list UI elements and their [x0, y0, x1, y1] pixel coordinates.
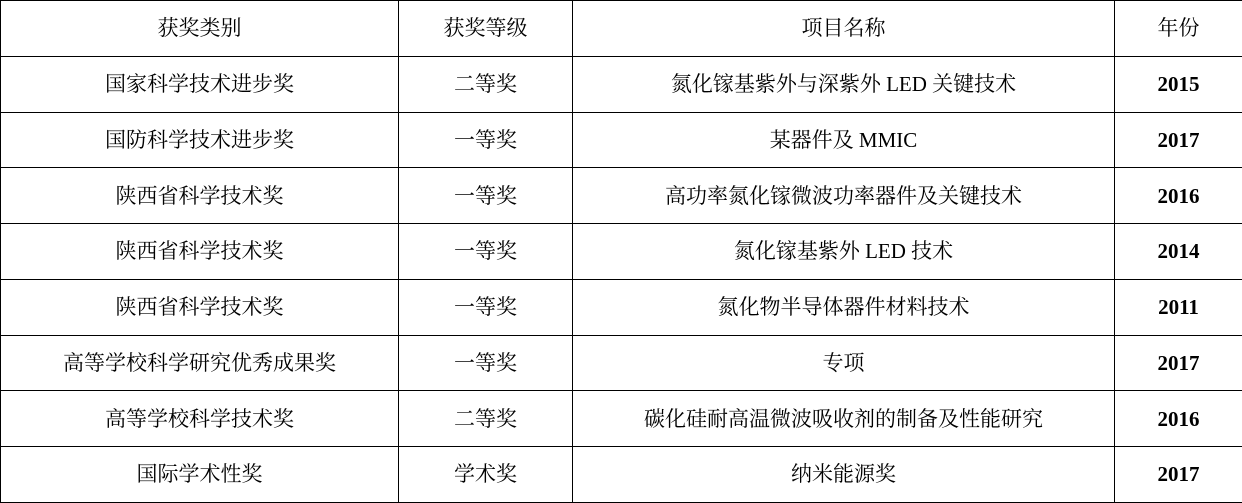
table-row	[1, 224, 1242, 280]
cell-level: 一等奖	[399, 335, 573, 391]
table-body	[1, 1, 1242, 503]
table-row	[1, 335, 1242, 391]
cell-year: 2016	[1115, 168, 1242, 224]
cell-category: 陕西省科学技术奖	[1, 168, 399, 224]
cell-level: 一等奖	[399, 168, 573, 224]
table-row	[1, 112, 1242, 168]
column-header-project: 项目名称	[573, 1, 1115, 57]
cell-project: 专项	[573, 335, 1115, 391]
table-header-row	[1, 1, 1242, 57]
cell-year: 2017	[1115, 335, 1242, 391]
cell-project: 氮化镓基紫外 LED 技术	[573, 224, 1115, 280]
table-row	[1, 168, 1242, 224]
cell-level: 一等奖	[399, 112, 573, 168]
cell-year: 2015	[1115, 56, 1242, 112]
cell-category: 国际学术性奖	[1, 447, 399, 503]
cell-category: 陕西省科学技术奖	[1, 279, 399, 335]
cell-year: 2016	[1115, 391, 1242, 447]
column-header-year: 年份	[1115, 1, 1242, 57]
cell-category: 高等学校科学技术奖	[1, 391, 399, 447]
cell-category: 高等学校科学研究优秀成果奖	[1, 335, 399, 391]
cell-level: 二等奖	[399, 56, 573, 112]
table-row	[1, 279, 1242, 335]
column-header-category: 获奖类别	[1, 1, 399, 57]
table-row	[1, 56, 1242, 112]
cell-project: 高功率氮化镓微波功率器件及关键技术	[573, 168, 1115, 224]
table-row	[1, 391, 1242, 447]
cell-category: 国家科学技术进步奖	[1, 56, 399, 112]
cell-year: 2011	[1115, 279, 1242, 335]
cell-level: 一等奖	[399, 224, 573, 280]
cell-year: 2014	[1115, 224, 1242, 280]
cell-category: 国防科学技术进步奖	[1, 112, 399, 168]
cell-project: 氮化镓基紫外与深紫外 LED 关键技术	[573, 56, 1115, 112]
table-row	[1, 447, 1242, 503]
column-header-level: 获奖等级	[399, 1, 573, 57]
cell-project: 氮化物半导体器件材料技术	[573, 279, 1115, 335]
cell-category: 陕西省科学技术奖	[1, 224, 399, 280]
cell-level: 学术奖	[399, 447, 573, 503]
cell-year: 2017	[1115, 447, 1242, 503]
cell-level: 二等奖	[399, 391, 573, 447]
cell-project: 某器件及 MMIC	[573, 112, 1115, 168]
cell-year: 2017	[1115, 112, 1242, 168]
cell-level: 一等奖	[399, 279, 573, 335]
cell-project: 纳米能源奖	[573, 447, 1115, 503]
cell-project: 碳化硅耐高温微波吸收剂的制备及性能研究	[573, 391, 1115, 447]
